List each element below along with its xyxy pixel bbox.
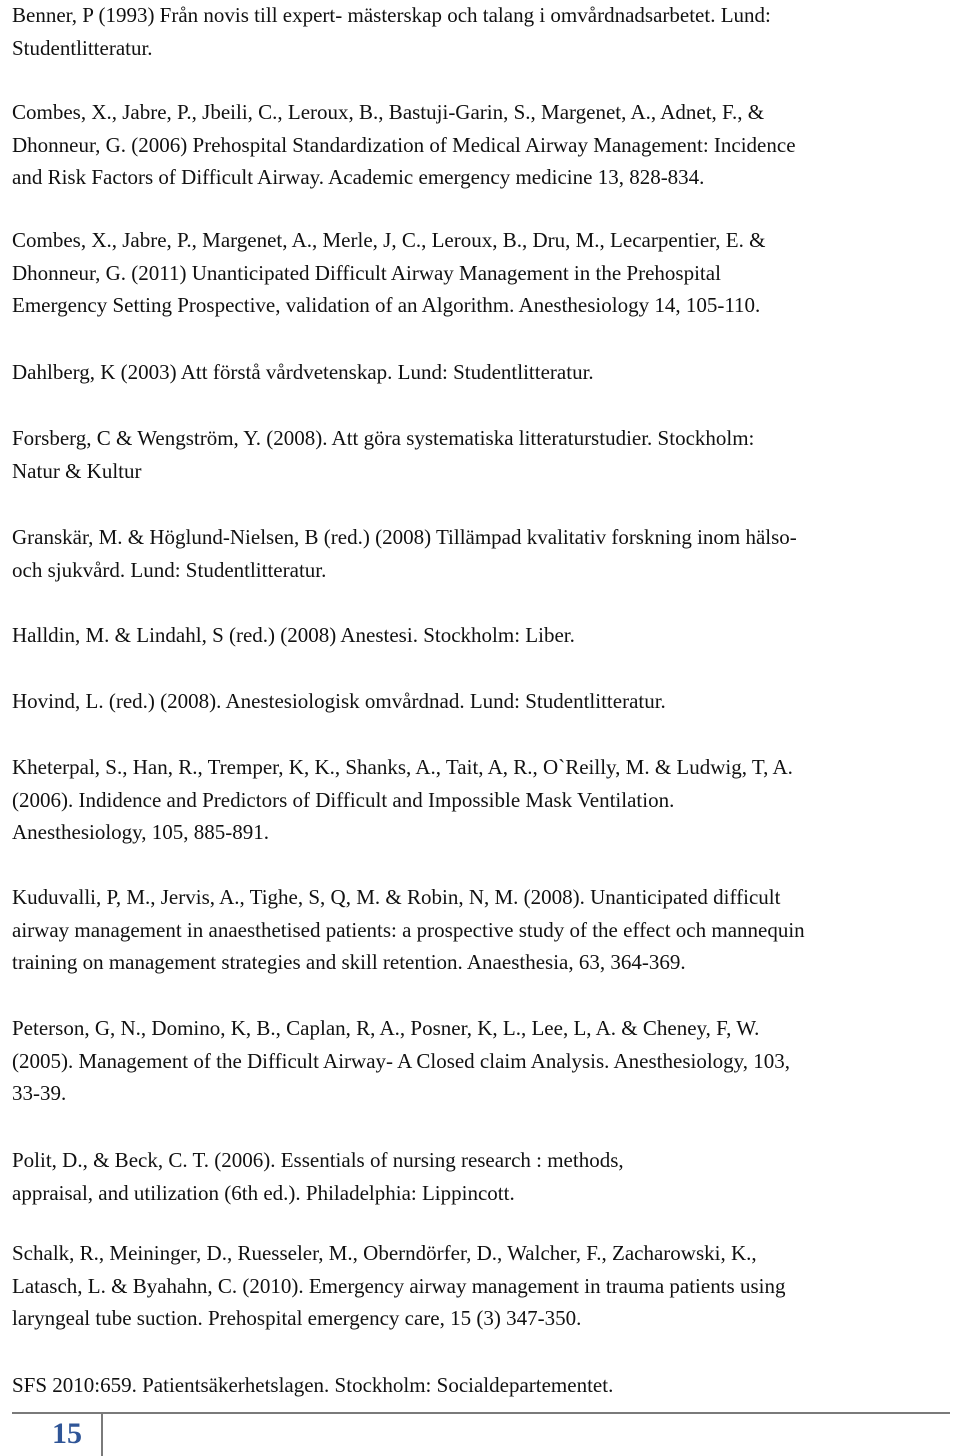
reference-line: 33-39. — [12, 1081, 67, 1105]
reference-line: Polit, D., & Beck, C. T. (2006). Essentials of nursing research : methods, — [12, 1148, 624, 1172]
reference-line: Forsberg, C & Wengström, Y. (2008). Att göra systematiska litteraturstudier. Stockholm: — [12, 426, 755, 450]
reference-line: (2006). Indidence and Predictors of Difficult and Impossible Mask Ventilation. — [12, 787, 675, 812]
reference-entry — [12, 356, 948, 389]
page-number: 15 — [52, 1417, 82, 1450]
reference-line: Anesthesiology, 105, 885-891. — [12, 820, 270, 844]
reference-entry — [12, 0, 948, 64]
reference-line: Dhonneur, G. (2011) Unanticipated Difficult Airway Management in the Prehospital — [12, 260, 721, 285]
reference-line: Latasch, L. & Byahahn, C. (2010). Emergency airway management in trauma patients using — [12, 1273, 786, 1298]
reference-entry — [12, 1012, 948, 1110]
reference-line: Halldin, M. & Lindahl, S (red.) (2008) Anestesi. Stockholm: Liber. — [12, 623, 575, 647]
reference-line: och sjukvård. Lund: Studentlitteratur. — [12, 557, 327, 582]
reference-line: Dahlberg, K (2003) Att förstå vårdvetenskap. Lund: Studentlitteratur. — [12, 360, 594, 384]
reference-line: training on management strategies and skill retention. Anaesthesia, 63, 364-369. — [12, 950, 686, 974]
reference-list — [12, 0, 948, 1456]
reference-line: (2005). Management of the Difficult Airway- A Closed claim Analysis. Anesthesiology, 103, — [12, 1048, 791, 1073]
reference-entry — [12, 685, 948, 718]
reference-entry — [12, 224, 948, 322]
reference-entry — [12, 1369, 948, 1402]
reference-line: Kheterpal, S., Han, R., Tremper, K, K., Shanks, A., Tait, A, R., O`Reilly, M. & Ludwig, T, A. — [12, 755, 793, 779]
reference-line: airway management in anaesthetised patients: a prospective study of the effect och mannequin — [12, 917, 805, 942]
reference-entry — [12, 1144, 948, 1209]
reference-line: Kuduvalli, P, M., Jervis, A., Tighe, S, Q, M. & Robin, N, M. (2008). Unanticipated difficult — [12, 885, 781, 909]
reference-line: Granskär, M. & Höglund-Nielsen, B (red.) (2008) Tillämpad kvalitativ forskning inom hälso- — [12, 525, 797, 549]
reference-line: Combes, X., Jabre, P., Margenet, A., Merle, J, C., Leroux, B., Dru, M., Lecarpentier, E. & — [12, 228, 766, 252]
footer-rule — [12, 1412, 950, 1414]
reference-line: appraisal, and utilization (6th ed.). Philadelphia: Lippincott. — [12, 1180, 515, 1205]
reference-line: Schalk, R., Meininger, D., Ruesseler, M., Oberndörfer, D., Walcher, F., Zacharowski, K., — [12, 1241, 757, 1265]
reference-line: Hovind, L. (red.) (2008). Anestesiologisk omvårdnad. Lund: Studentlitteratur. — [12, 689, 666, 713]
reference-entry — [12, 521, 948, 586]
reference-entry — [12, 1237, 948, 1335]
reference-line: SFS 2010:659. Patientsäkerhetslagen. Stockholm: Socialdepartementet. — [12, 1373, 614, 1397]
reference-line: Combes, X., Jabre, P., Jbeili, C., Leroux, B., Bastuji-Garin, S., Margenet, A., Adnet, F., & — [12, 100, 765, 124]
reference-line: Peterson, G, N., Domino, K, B., Caplan, R, A., Posner, K, L., Lee, L, A. & Cheney, F, W. — [12, 1016, 760, 1040]
reference-entry — [12, 422, 948, 487]
reference-entry — [12, 881, 948, 979]
reference-line: Natur & Kultur — [12, 458, 142, 483]
reference-entry — [12, 619, 948, 652]
reference-line: Emergency Setting Prospective, validation of an Algorithm. Anesthesiology 14, 105-110. — [12, 293, 761, 317]
reference-line: and Risk Factors of Difficult Airway. Academic emergency medicine 13, 828-834. — [12, 165, 705, 189]
reference-line: laryngeal tube suction. Prehospital emergency care, 15 (3) 347-350. — [12, 1306, 582, 1330]
reference-line: Studentlitteratur. — [12, 35, 153, 60]
reference-entry — [12, 96, 948, 194]
reference-entry — [12, 751, 948, 849]
reference-line: Dhonneur, G. (2006) Prehospital Standardization of Medical Airway Management: Incidence — [12, 132, 796, 157]
reference-line: Benner, P (1993) Från novis till expert- mästerskap och talang i omvårdnadsarbetet. Lund: — [12, 3, 771, 27]
